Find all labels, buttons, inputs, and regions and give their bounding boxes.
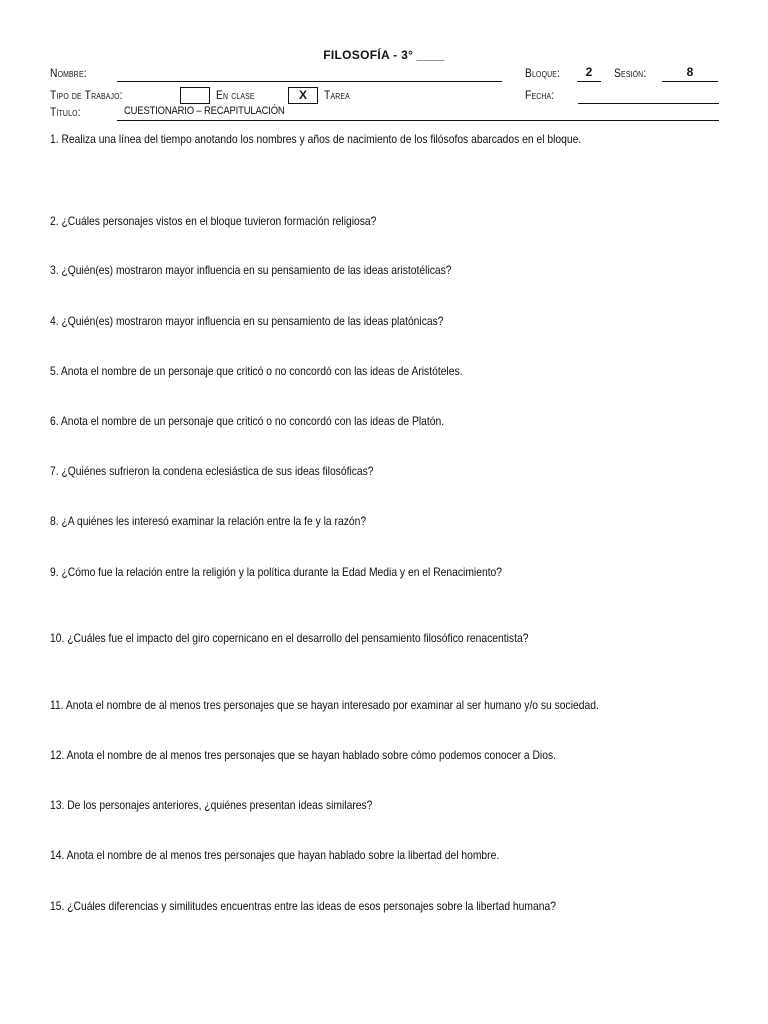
en-clase-label: En clase (216, 88, 255, 102)
tarea-label: Tarea (324, 88, 350, 102)
question-6: 6. Anota el nombre de un personaje que criticó o no concordó con las ideas de Platón. (50, 414, 445, 428)
bloque-label: Bloque: (525, 66, 561, 80)
question-14: 14. Anota el nombre de al menos tres personajes que hayan hablado sobre la libertad del hombre. (50, 848, 500, 862)
titulo-field (117, 120, 719, 121)
tipo-trabajo-label: Tipo de Trabajo: (50, 88, 123, 102)
question-8: 8. ¿A quiénes les interesó examinar la relación entre la fe y la razón? (50, 514, 367, 528)
question-9: 9. ¿Cómo fue la relación entre la religión y la política durante la Edad Media y en el Renacimiento? (50, 565, 503, 579)
en-clase-checkbox[interactable] (180, 87, 210, 104)
nombre-field[interactable] (117, 81, 502, 82)
question-13: 13. De los personajes anteriores, ¿quiénes presentan ideas similares? (50, 798, 373, 812)
question-2: 2. ¿Cuáles personajes vistos en el bloque tuvieron formación religiosa? (50, 214, 377, 228)
fecha-label: Fecha: (525, 88, 555, 102)
titulo-label: Título: (50, 105, 81, 119)
question-11: 11. Anota el nombre de al menos tres personajes que se hayan interesado por examinar al ser humano y/o su sociedad. (50, 698, 599, 712)
document-title: FILOSOFÍA - 3° ____ (323, 48, 445, 62)
question-4: 4. ¿Quién(es) mostraron mayor influencia en su pensamiento de las ideas platónicas? (50, 314, 444, 328)
fecha-field[interactable] (578, 103, 719, 104)
question-7: 7. ¿Quiénes sufrieron la condena eclesiástica de sus ideas filosóficas? (50, 464, 374, 478)
bloque-value: 2 (585, 65, 593, 79)
question-12: 12. Anota el nombre de al menos tres personajes que se hayan hablado sobre cómo podemos conocer a Dios. (50, 748, 557, 762)
nombre-label: Nombre: (50, 66, 87, 80)
question-5: 5. Anota el nombre de un personaje que criticó o no concordó con las ideas de Aristóteles. (50, 364, 463, 378)
question-15: 15. ¿Cuáles diferencias y similitudes encuentras entre las ideas de esos personajes sobre la libertad humana? (50, 899, 556, 913)
sesion-label: Sesión: (614, 66, 647, 80)
question-3: 3. ¿Quién(es) mostraron mayor influencia en su pensamiento de las ideas aristotélicas? (50, 263, 452, 277)
sesion-field[interactable] (662, 81, 718, 82)
titulo-value: CUESTIONARIO – RECAPITULACIÓN (124, 105, 285, 117)
sesion-value: 8 (686, 65, 694, 79)
question-10: 10. ¿Cuáles fue el impacto del giro copernicano en el desarrollo del pensamiento filosófico renacentista? (50, 631, 529, 645)
question-1: 1. Realiza una línea del tiempo anotando los nombres y años de nacimiento de los filósofos abarcados en el bloque. (50, 132, 582, 146)
tarea-checkbox[interactable]: X (288, 87, 318, 104)
bloque-field[interactable] (577, 81, 601, 82)
